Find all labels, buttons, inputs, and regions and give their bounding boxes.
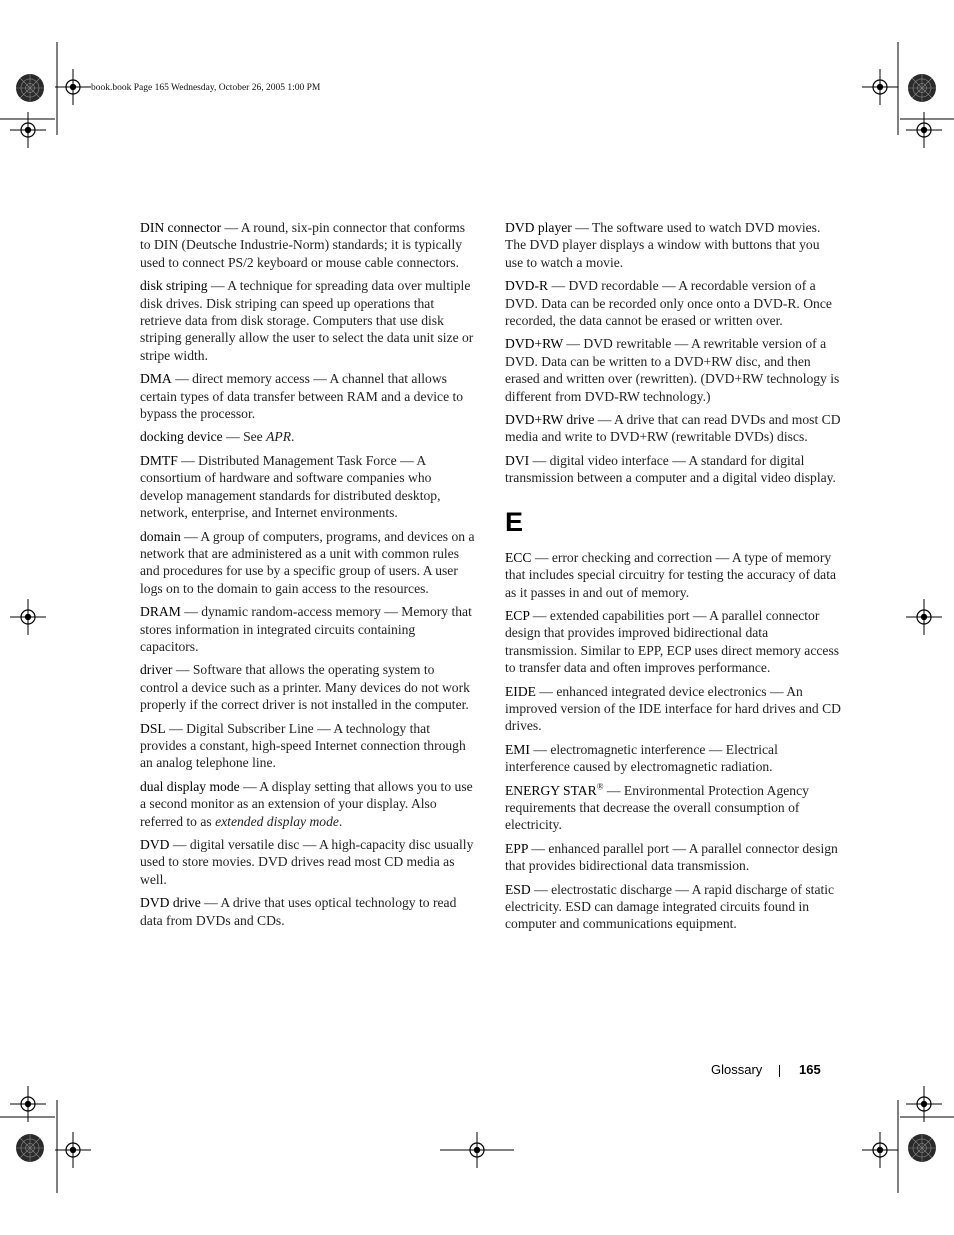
glossary-entry [505,411,841,446]
glossary-definition: — A drive that uses optical technology to read data from DVDs and CDs. [140,895,457,928]
glossary-entry [140,603,476,655]
glossary-definition: — DVD recordable — A recordable version of a DVD. Data can be recorded only once onto a DVD-R. Once recorded, the data cannot be erased or written over. [505,278,832,329]
glossary-definition: — electrostatic discharge — A rapid discharge of static electricity. ESD can damage integrated circuits found in computer and communications equipment. [505,881,835,932]
glossary-entry [505,683,841,735]
registered-mark: ® [596,781,604,792]
glossary-term: DSL [140,720,166,736]
glossary-column-right [505,219,841,939]
registration-mark-icon [10,599,46,635]
glossary-entry [140,661,476,713]
registration-mark-icon [906,599,942,635]
glossary-entry [505,219,841,271]
print-header-stamp: book.book Page 165 Wednesday, October 26, 2005 1:00 PM [91,83,321,93]
footer-section-label: Glossary [711,1062,763,1077]
glossary-d-entries [505,219,841,487]
glossary-definition: — A display setting that allows you to use a second monitor as an extension of your display. Also referred to as [140,778,473,829]
glossary-entry [505,840,841,875]
glossary-entry [140,219,476,271]
glossary-definition: — enhanced integrated device electronics — An improved version of the IDE interface for hard drives and CD drives. [505,683,841,734]
page-footer [700,1061,821,1081]
glossary-entry [140,452,476,522]
glossary-definition: — digital versatile disc — A high-capacity disc usually used to store movies. DVD drives read most CD media as well. [140,837,474,887]
glossary-entry [505,335,841,405]
glossary-definition: — A group of computers, programs, and devices on a network that are administered as a unit with common rules and procedures for use by a specific group of users. A user logs on to the domain to gain access to the resources. [140,528,475,596]
glossary-entry [140,836,476,888]
glossary-term: DMA [140,371,172,387]
glossary-definition: — A round, six-pin connector that conforms to DIN (Deutsche Industrie-Norm) standards; it is typically used to connect PS/2 keyboard or mouse cable connectors. [140,220,466,270]
glossary-entry [505,782,841,834]
glossary-definition: — digital video interface — A standard for digital transmission between a computer and a digital video display. [505,452,836,486]
registration-mark-icon [10,112,46,148]
glossary-entry [140,720,476,772]
color-bar-icon [908,74,936,102]
glossary-term: DVD+RW drive [505,412,595,428]
glossary-definition: — A drive that can read DVDs and most CD media and write to DVD+RW (rewritable DVDs) discs. [505,412,841,445]
section-heading-e: E [505,506,524,537]
color-bar-icon [16,74,44,102]
glossary-definition: — The software used to watch DVD movies. The DVD player displays a window with buttons that you use to watch a movie. [505,220,821,270]
glossary-term: DMTF [140,452,178,468]
color-bar-icon [908,1134,936,1162]
registration-mark-icon [906,112,942,148]
glossary-entry [505,607,841,677]
registration-mark-icon [862,69,898,105]
glossary-entry [505,452,841,487]
glossary-definition: — dynamic random-access memory — Memory that stores information in integrated circuits containing capacitors. [140,604,472,654]
glossary-term: EMI [505,741,530,757]
glossary-term: disk striping [140,278,208,294]
glossary-term: EPP [505,840,528,856]
glossary-definition: — Software that allows the operating system to control a device such as a printer. Many devices do not work properly if the correct driver is not installed in the computer. [140,662,470,713]
glossary-reference: extended display mode [215,813,339,829]
glossary-term: driver [140,662,173,678]
glossary-term: ECP [505,607,530,623]
glossary-term: ECC [505,549,532,565]
glossary-definition: — See [222,429,267,445]
glossary-definition: — Digital Subscriber Line — A technology that provides a constant, high-speed Internet connection through an analog telephone line. [140,720,466,771]
glossary-term: ESD [505,881,531,897]
glossary-term: DVD [140,837,170,852]
glossary-e-entries [505,549,841,933]
glossary-definition: . [291,429,295,445]
color-bar-icon [16,1134,44,1162]
glossary-definition: — Environmental Protection Agency requirements that decrease the overall consumption of electricity. [505,782,809,833]
registration-mark-icon [862,1132,898,1168]
glossary-definition: — extended capabilities port — A parallel connector design that provides improved bidirectional data transmission. Similar to EPP, ECP uses direct memory access to transfer data and often improves performance. [505,607,840,676]
glossary-term: DVD drive [140,895,201,911]
glossary-definition: . [338,813,343,829]
glossary-definition: — direct memory access — A channel that allows certain types of data transfer between RAM and a device to bypass the processor. [140,371,464,422]
glossary-term: ENERGY STAR [505,782,597,798]
glossary-entry [140,428,476,445]
glossary-definition: — error checking and correction — A type of memory that includes special circuitry for testing the accuracy of data as it passes in and out of memory. [505,549,837,600]
glossary-term: DRAM [140,604,181,620]
glossary-term: DVD-R [505,278,549,294]
registration-mark-icon [55,69,91,105]
glossary-entry [140,778,476,830]
glossary-term: docking device [140,429,223,445]
glossary-entry [140,277,476,364]
glossary-entry [505,881,841,933]
glossary-term: EIDE [505,683,536,699]
glossary-term: dual display mode [140,778,240,794]
glossary-entry [140,528,476,598]
glossary-column-left [140,219,476,935]
glossary-term: DVD+RW [505,336,564,352]
glossary-definition: — enhanced parallel port — A parallel connector design that provides bidirectional data transmission. [505,840,838,874]
glossary-term: DVI [505,452,530,468]
page-number: 165 [799,1062,821,1077]
glossary-reference: APR [266,429,292,445]
glossary-definition: — electromagnetic interference — Electrical interference caused by electromagnetic radiation. [505,741,778,775]
glossary-term: DIN connector [140,220,222,235]
registration-mark-icon [55,1132,91,1168]
glossary-term: domain [140,528,181,544]
glossary-entry [505,277,841,329]
glossary-definition: — Distributed Management Task Force — A consortium of hardware and software companies who develop management standards for distributed desktop, network, enterprise, and Internet environments. [140,452,441,521]
footer-divider [779,1065,780,1077]
glossary-entry [505,741,841,776]
glossary-entry [140,894,476,929]
glossary-definition: — A technique for spreading data over multiple disk drives. Disk striping can speed up operations that retrieve data from disk storage. Computers that use disk striping generally allow the user to select the data unit size or stripe width. [140,278,474,363]
glossary-term: DVD player [505,220,572,235]
glossary-definition: — DVD rewritable — A rewritable version of a DVD. Data can be written to a DVD+RW disc, and then erased and written over (rewritten). (DVD+RW technology is different from DVD-RW technology.) [505,336,840,404]
glossary-entry [505,549,841,601]
glossary-entry [140,370,476,422]
